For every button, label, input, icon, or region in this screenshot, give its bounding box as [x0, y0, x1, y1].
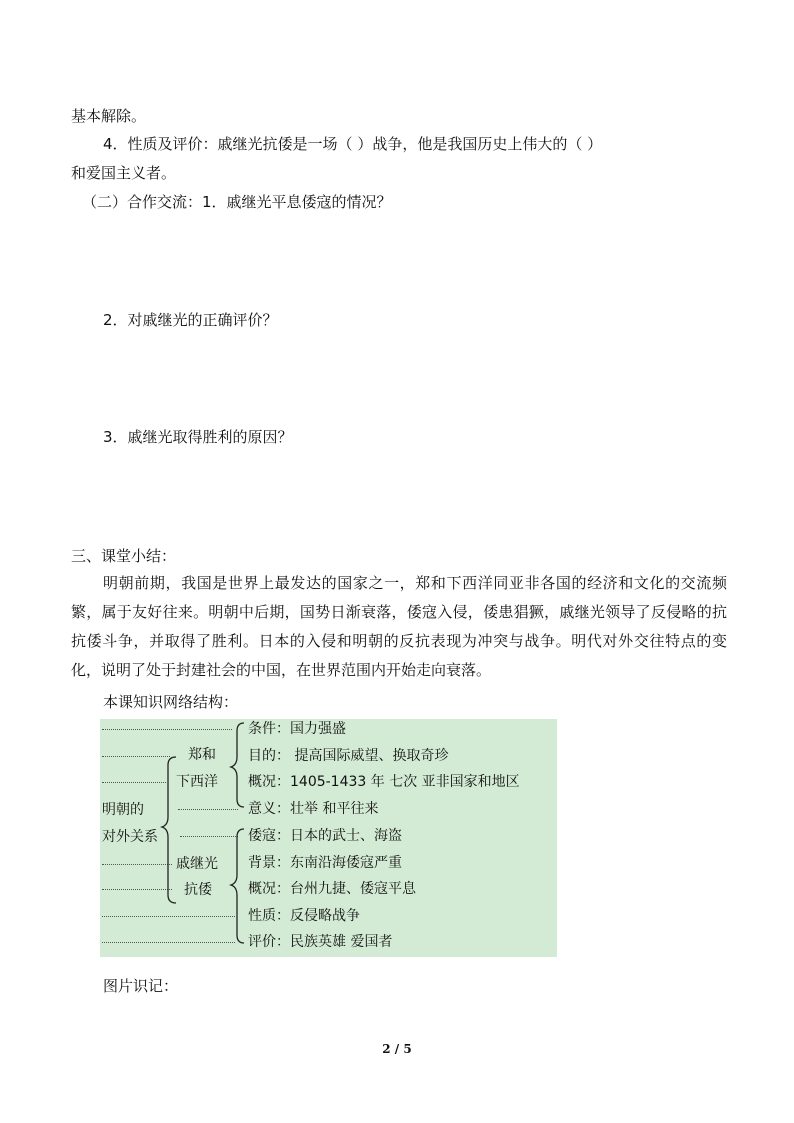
- zhenghe-item: 目的： 提高国际威望、换取奇珍: [248, 748, 449, 764]
- qijiguang-item: 评价：民族英雄 爱国者: [248, 934, 393, 950]
- question-4-line: 4．性质及评价：戚继光抗倭是一场（ ）战争，他是我国历史上伟大的（ ）: [103, 135, 603, 153]
- question-3: 3．戚继光取得胜利的原因？: [103, 428, 293, 446]
- qijiguang-label: 戚继光: [176, 856, 218, 872]
- page-number: 2 / 5: [382, 1042, 412, 1056]
- zhenghe-item: 条件：国力强盛: [248, 721, 346, 737]
- qijiguang-item: 倭寇：日本的武士、海盗: [248, 828, 402, 844]
- zhenghe-label: 郑和: [188, 747, 216, 763]
- knowledge-network-diagram: [100, 719, 557, 957]
- summary-paragraph: 明朝前期，我国是世界上最发达的国家之一，郑和下西洋同亚非各国的经济和文化的交流频繁，属于友好往来。明朝中后期，国势日渐衰落，倭寇入侵，倭患猖獗，戚继光领导了反侵略的抗抗倭斗争，并取得了胜利。日本的入侵和明朝的反抗表现为冲突与战争。明代对外交往特点的变化，说明了处于封建社会的中国，在世界范围内开始走向衰落。: [71, 574, 727, 679]
- network-heading: 本课知识网络结构：: [103, 693, 239, 711]
- zhenghe-label: 下西洋: [176, 774, 218, 790]
- zhenghe-item: 概况：1405-1433 年 七次 亚非国家和地区: [248, 774, 520, 790]
- root-label: 对外关系: [102, 829, 158, 845]
- picture-heading: 图片识记：: [103, 977, 179, 995]
- cooperation-heading: （二）合作交流：1．戚继光平息倭寇的情况？: [82, 193, 392, 211]
- root-label: 明朝的: [102, 802, 144, 818]
- qijiguang-item: 性质：反侵略战争: [248, 908, 360, 924]
- zhenghe-item: 意义：壮举 和平往来: [248, 801, 379, 817]
- qijiguang-item: 概况：台州九捷、倭寇平息: [248, 881, 416, 897]
- text-line-1: 基本解除。: [71, 107, 147, 125]
- question-2: 2．对戚继光的正确评价？: [103, 311, 278, 329]
- question-4-continuation: 和爱国主义者。: [71, 164, 177, 182]
- qijiguang-label: 抗倭: [184, 882, 212, 898]
- summary-heading: 三、课堂小结：: [71, 547, 177, 565]
- qijiguang-item: 背景：东南沿海倭寇严重: [248, 855, 402, 871]
